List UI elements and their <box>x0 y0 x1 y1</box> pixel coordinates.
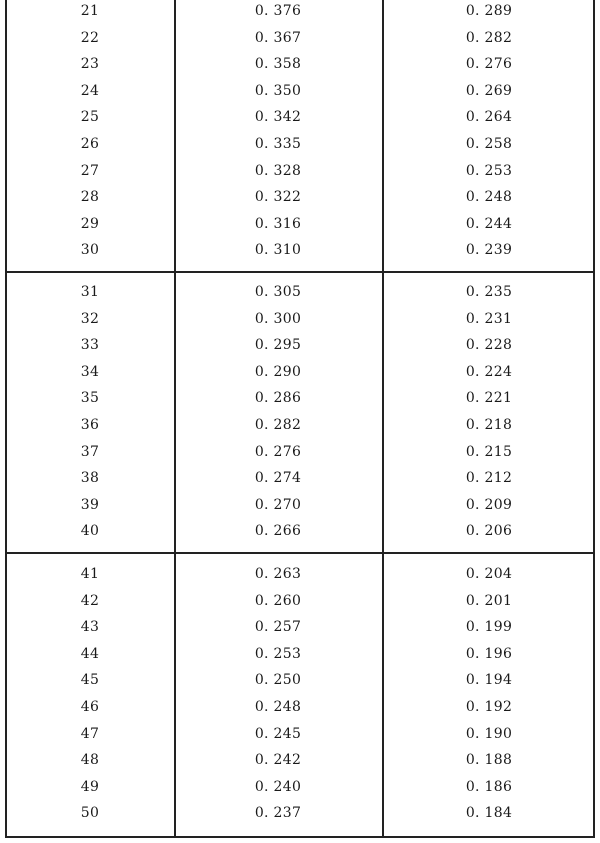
value-cell-col3: 0. 190 <box>465 725 513 742</box>
table-bottom-border <box>5 836 595 838</box>
value-cell-col3: 0. 206 <box>465 523 513 540</box>
row-number-cell: 35 <box>80 390 100 407</box>
value-cell-col2: 0. 260 <box>254 592 302 609</box>
row-number-cell: 39 <box>80 496 100 513</box>
value-cell-col2: 0. 376 <box>254 3 302 19</box>
row-number-cell: 28 <box>80 189 100 206</box>
value-cell-col2: 0. 242 <box>254 752 302 769</box>
value-cell-col2: 0. 248 <box>254 699 302 715</box>
row-number-cell: 22 <box>80 29 100 46</box>
value-cell-col2: 0. 328 <box>254 162 302 179</box>
row-number-cell: 30 <box>80 242 100 259</box>
value-cell-col3: 0. 228 <box>465 337 513 354</box>
value-cell-col2: 0. 350 <box>254 82 302 99</box>
group-divider-2 <box>5 552 595 554</box>
value-cell-col2: 0. 316 <box>254 215 302 232</box>
row-number-cell: 25 <box>80 109 100 126</box>
value-cell-col2: 0. 240 <box>254 778 302 795</box>
row-number-cell: 42 <box>80 592 100 609</box>
value-cell-col3: 0. 188 <box>465 752 513 769</box>
value-cell-col2: 0. 276 <box>254 443 302 460</box>
value-cell-col2: 0. 367 <box>254 29 302 46</box>
value-cell-col3: 0. 269 <box>465 82 513 99</box>
row-number-cell: 36 <box>80 417 100 433</box>
row-number-cell: 24 <box>80 82 100 99</box>
value-cell-col3: 0. 194 <box>465 672 513 689</box>
value-cell-col2: 0. 358 <box>254 56 302 73</box>
value-cell-col3: 0. 192 <box>465 699 513 715</box>
value-cell-col2: 0. 286 <box>254 390 302 407</box>
row-number-cell: 43 <box>80 619 100 636</box>
row-number-cell: 27 <box>80 162 100 179</box>
value-cell-col3: 0. 253 <box>465 162 513 179</box>
column-divider-2 <box>382 0 384 838</box>
row-number-cell: 31 <box>80 284 100 300</box>
row-number-cell: 38 <box>80 470 100 487</box>
value-cell-col3: 0. 201 <box>465 592 513 609</box>
table-left-border <box>5 0 7 838</box>
value-cell-col3: 0. 276 <box>465 56 513 73</box>
column-divider-1 <box>174 0 176 838</box>
value-cell-col3: 0. 258 <box>465 136 513 152</box>
value-cell-col3: 0. 218 <box>465 417 513 433</box>
value-cell-col2: 0. 270 <box>254 496 302 513</box>
row-number-cell: 50 <box>80 805 100 822</box>
value-cell-col3: 0. 212 <box>465 470 513 487</box>
value-cell-col3: 0. 186 <box>465 778 513 795</box>
value-cell-col3: 0. 221 <box>465 390 513 407</box>
value-cell-col3: 0. 209 <box>465 496 513 513</box>
value-cell-col3: 0. 184 <box>465 805 513 822</box>
value-cell-col2: 0. 274 <box>254 470 302 487</box>
value-cell-col2: 0. 295 <box>254 337 302 354</box>
table-right-border <box>593 0 595 838</box>
value-cell-col2: 0. 290 <box>254 363 302 380</box>
row-number-cell: 45 <box>80 672 100 689</box>
row-number-cell: 40 <box>80 523 100 540</box>
value-cell-col2: 0. 266 <box>254 523 302 540</box>
value-cell-col2: 0. 322 <box>254 189 302 206</box>
value-cell-col3: 0. 244 <box>465 215 513 232</box>
row-number-cell: 48 <box>80 752 100 769</box>
value-cell-col3: 0. 199 <box>465 619 513 636</box>
value-cell-col3: 0. 215 <box>465 443 513 460</box>
value-cell-col3: 0. 235 <box>465 284 513 300</box>
value-cell-col2: 0. 310 <box>254 242 302 259</box>
row-number-cell: 21 <box>80 3 100 19</box>
value-cell-col2: 0. 263 <box>254 566 302 582</box>
row-number-cell: 41 <box>80 566 100 582</box>
group-divider-1 <box>5 271 595 273</box>
row-number-cell: 32 <box>80 310 100 327</box>
row-number-cell: 29 <box>80 215 100 232</box>
row-number-cell: 33 <box>80 337 100 354</box>
value-cell-col3: 0. 264 <box>465 109 513 126</box>
value-cell-col2: 0. 250 <box>254 672 302 689</box>
value-cell-col2: 0. 245 <box>254 725 302 742</box>
value-cell-col2: 0. 282 <box>254 417 302 433</box>
row-number-cell: 26 <box>80 136 100 152</box>
critical-values-table <box>5 0 595 838</box>
row-number-cell: 37 <box>80 443 100 460</box>
value-cell-col3: 0. 196 <box>465 645 513 662</box>
row-number-cell: 23 <box>80 56 100 73</box>
value-cell-col3: 0. 224 <box>465 363 513 380</box>
value-cell-col2: 0. 253 <box>254 645 302 662</box>
value-cell-col3: 0. 282 <box>465 29 513 46</box>
row-number-cell: 47 <box>80 725 100 742</box>
value-cell-col2: 0. 257 <box>254 619 302 636</box>
value-cell-col3: 0. 289 <box>465 3 513 19</box>
row-number-cell: 34 <box>80 363 100 380</box>
row-number-cell: 44 <box>80 645 100 662</box>
value-cell-col2: 0. 342 <box>254 109 302 126</box>
value-cell-col2: 0. 237 <box>254 805 302 822</box>
row-number-cell: 46 <box>80 699 100 715</box>
row-number-cell: 49 <box>80 778 100 795</box>
value-cell-col3: 0. 204 <box>465 566 513 582</box>
value-cell-col2: 0. 335 <box>254 136 302 152</box>
value-cell-col3: 0. 248 <box>465 189 513 206</box>
value-cell-col3: 0. 239 <box>465 242 513 259</box>
value-cell-col3: 0. 231 <box>465 310 513 327</box>
value-cell-col2: 0. 300 <box>254 310 302 327</box>
value-cell-col2: 0. 305 <box>254 284 302 300</box>
